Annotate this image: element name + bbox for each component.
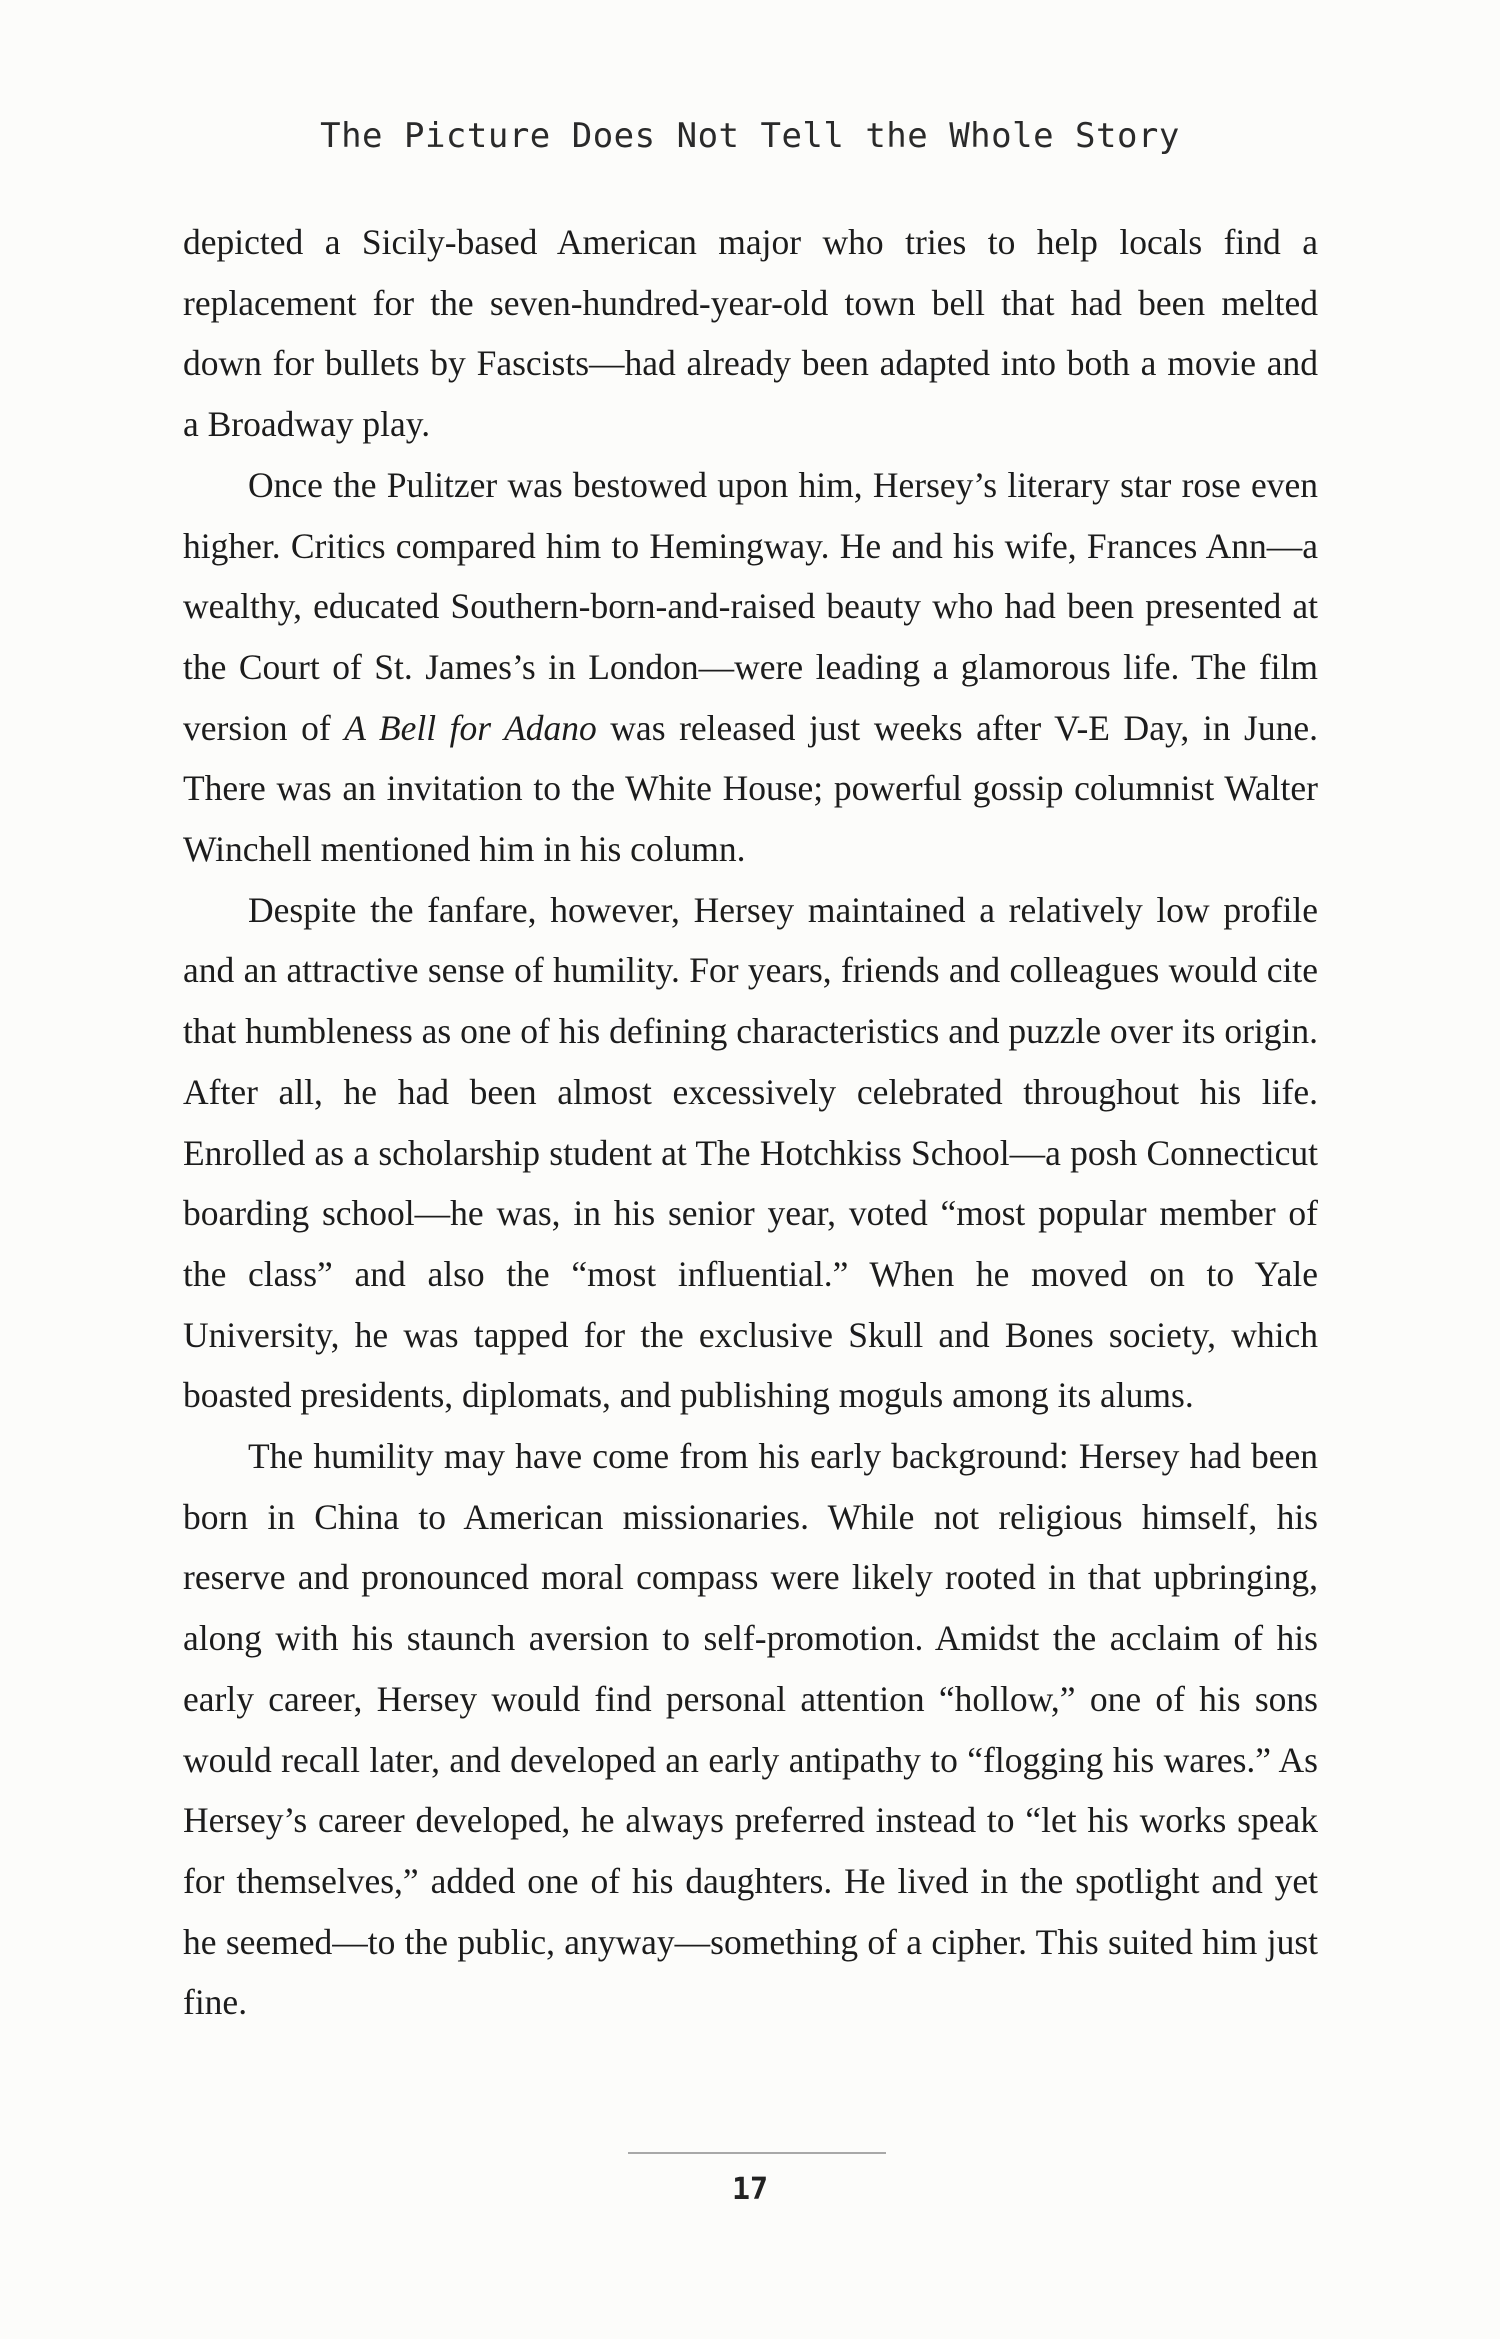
paragraph [183, 1426, 1318, 2033]
paragraph-continued [183, 212, 1318, 455]
footer-rule [628, 2152, 886, 2154]
body-text [183, 212, 1318, 2033]
paragraph [183, 880, 1318, 1426]
paragraph-text: was released just weeks after V-E Day, in June. There was an invitation to the White House; powerful gossip columnist Walter Winchell mentioned him in his column. [183, 707, 1319, 870]
paragraph-text: Despite the fanfare, however, Hersey maintained a relatively low profile and an attractive sense of humility. For years, friends and colleagues would cite that humbleness as one of his defining characteristics and puzzle over its origin. After all, he had been almost excessively celebrated throughout his life. Enrolled as a scholarship student at The Hotchkiss School—a posh Connecticut boarding school—he was, in his senior year, voted “most popular member of the class” and also the “most influential.” When he moved on to Yale University, he was tapped for the exclusive Skull and Bones society, which boasted presidents, diplomats, and publishing moguls among its alums. [183, 889, 1318, 1416]
paragraph-text: depicted a Sicily-based American major who tries to help locals find a replacement for the seven-hundred-year-old town bell that had been melted down for bullets by Fascists—had already been adapted into both a movie and a Broadway play. [183, 222, 1318, 445]
page-number: 17 [731, 2172, 769, 2207]
paragraph [183, 455, 1318, 880]
running-head: The Picture Does Not Tell the Whole Story [320, 116, 1180, 156]
paragraph-text: The humility may have come from his early background: Hersey had been born in China to American missionaries. While not religious himself, his reserve and pronounced moral compass were likely rooted in that upbringing, along with his staunch aversion to self-promotion. Amidst the acclaim of his early career, Hersey would find personal attention “hollow,” one of his sons would recall later, and developed an early antipathy to “flogging his wares.” As Hersey’s career developed, he always preferred instead to “let his works speak for themselves,” added one of his daughters. He lived in the spotlight and yet he seemed—to the public, anyway—something of a cipher. This suited him just fine. [183, 1436, 1318, 2023]
book-title: A Bell for Adano [344, 707, 597, 748]
paragraph-text: Once the Pulitzer was bestowed upon him, Hersey’s literary star rose even higher. Critics compared him to Hemingway. He and his wife, Frances Ann—a wealthy, educated Southern-born-and-raised beauty who had been presented at the Court of St. James’s in London—were leading a glamorous life. The film version of [183, 464, 1318, 748]
